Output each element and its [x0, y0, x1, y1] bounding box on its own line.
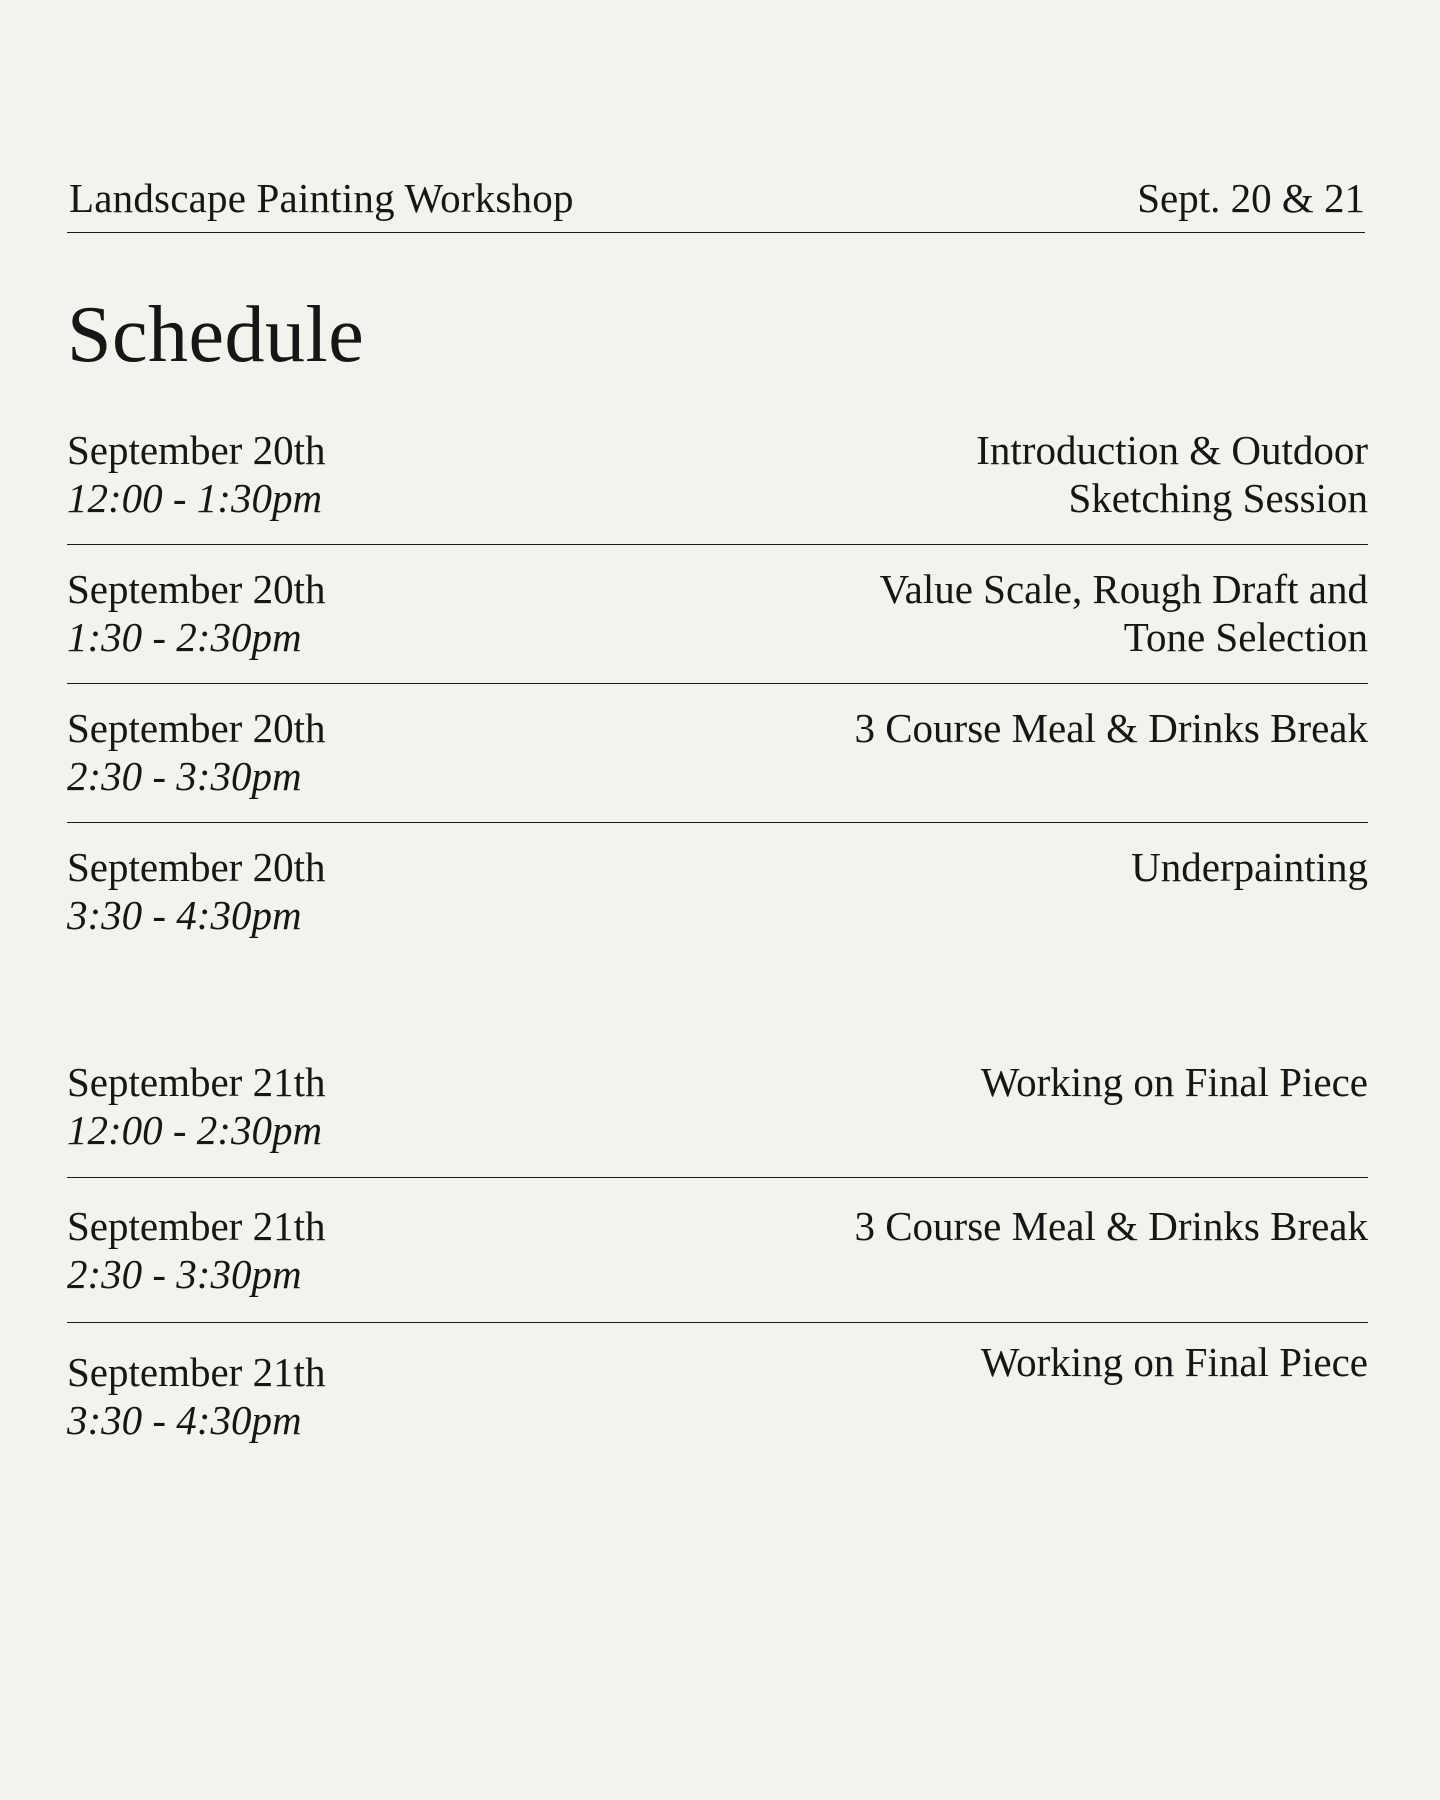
session-date: September 20th	[67, 844, 326, 890]
session-activity: Working on Final Piece	[980, 1339, 1368, 1385]
session-activity: 3 Course Meal & Drinks Break	[854, 705, 1368, 751]
schedule-row	[67, 843, 1368, 943]
session-time: 3:30 - 4:30pm	[67, 892, 302, 938]
session-date: September 20th	[67, 566, 326, 612]
session-time: 12:00 - 2:30pm	[67, 1107, 323, 1153]
schedule-row	[67, 704, 1368, 823]
session-date: September 21th	[67, 1203, 326, 1249]
schedule-row	[67, 426, 1368, 545]
schedule-row	[67, 1339, 1368, 1446]
schedule-row	[67, 565, 1368, 684]
session-time: 1:30 - 2:30pm	[67, 614, 302, 660]
schedule-row	[67, 1202, 1368, 1323]
session-activity: Working on Final Piece	[980, 1059, 1368, 1105]
page-title: Schedule	[67, 291, 365, 379]
session-activity: Underpainting	[1131, 844, 1368, 890]
schedule-row	[67, 1058, 1368, 1178]
session-date: September 21th	[67, 1349, 326, 1395]
session-activity: Introduction & Outdoor Sketching Session	[976, 427, 1368, 521]
session-date: September 20th	[67, 427, 326, 473]
page-header	[67, 172, 1365, 233]
session-activity: 3 Course Meal & Drinks Break	[854, 1203, 1368, 1249]
session-time: 2:30 - 3:30pm	[67, 753, 302, 799]
session-time: 12:00 - 1:30pm	[67, 475, 323, 521]
session-time: 2:30 - 3:30pm	[67, 1251, 302, 1297]
session-date: September 21th	[67, 1059, 326, 1105]
session-date: September 20th	[67, 705, 326, 751]
session-activity: Value Scale, Rough Draft and Tone Selection	[879, 566, 1368, 660]
event-dates: Sept. 20 & 21	[1137, 175, 1365, 221]
event-name: Landscape Painting Workshop	[69, 175, 574, 221]
session-time: 3:30 - 4:30pm	[67, 1397, 302, 1443]
